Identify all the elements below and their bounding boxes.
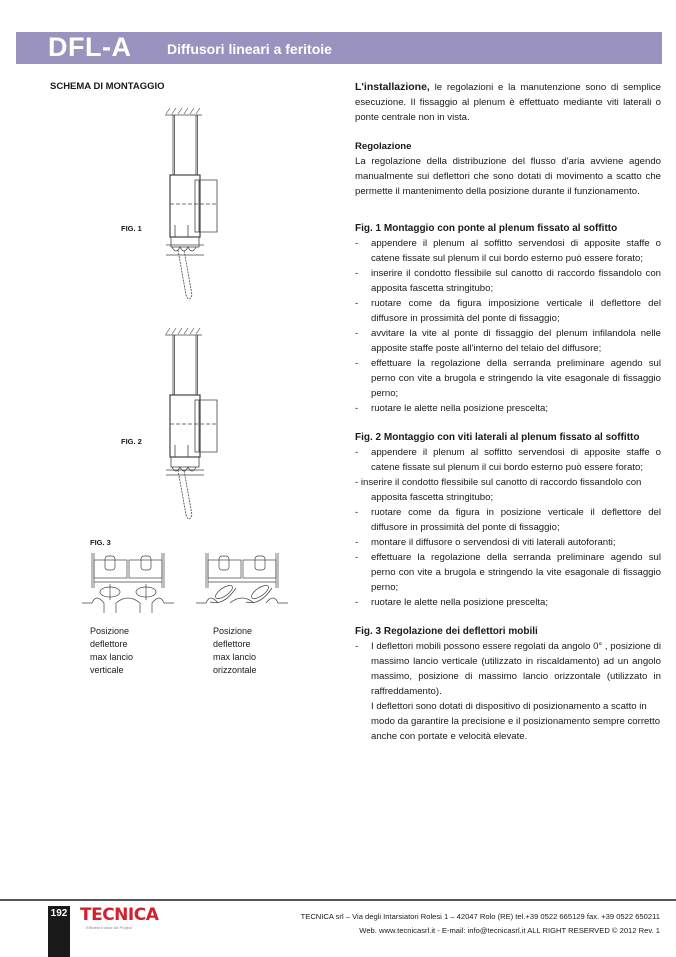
fig3-caption-vertical (90, 625, 133, 677)
caption-line: Posizione (213, 626, 253, 636)
list-item: - ruotare come da figura in posizione verticale il deflettore del diffusore in prossimità del ponte di fissaggio; (355, 507, 661, 533)
fig3-label: FIG. 3 (90, 538, 111, 547)
list-item: - montare il diffusore o servendosi di viti laterali autoforanti; (355, 537, 616, 548)
logo-tagline: Efficient Indoor Air Project (86, 925, 132, 930)
product-code: DFL-A (48, 32, 132, 62)
list-item: - inserire il condotto flessibile sul canotto di raccordo fissandolo con apposita fascetta stringitubo; (355, 477, 642, 503)
list-item: - inserire il condotto flessibile sul canotto di raccordo fissandolo con apposita fascetta stringitubo; (355, 268, 661, 294)
fig3-vertical-diagram (82, 548, 174, 613)
intro-paragraph (355, 80, 661, 125)
caption-line: verticale (90, 665, 124, 675)
list-item: - appendere il plenum al soffitto servendosi di apposite staffe o catene fissate sul plenum il cui bordo esterno può essere forato; (355, 447, 661, 473)
fig2-heading: Fig. 2 Montaggio con viti laterali al plenum fissato al soffitto (355, 432, 640, 443)
fig1-label: FIG. 1 (121, 224, 142, 233)
fig3-heading: Fig. 3 Regolazione dei deflettori mobili (355, 626, 538, 637)
right-column (355, 80, 661, 744)
fig3-caption-horizontal (213, 625, 257, 677)
fig3-steps (355, 639, 661, 744)
footer-contact (301, 910, 660, 938)
caption-line: deflettore (90, 639, 128, 649)
product-subtitle: Diffusori lineari a feritoie (167, 41, 332, 57)
caption-line: Posizione (90, 626, 130, 636)
fig1-diagram (150, 100, 240, 310)
footer-web: Web. www.tecnicasrl.it - E-mail: info@tecnicasrl.it ALL RIGHT RESERVED © 2012 Rev. 1 (359, 926, 660, 935)
section-title: SCHEMA DI MONTAGGIO (50, 81, 165, 92)
footer-address: TECNICA srl – Via degli Intarsiatori Rolesi 1 – 42047 Rolo (RE) tel.+39 0522 665129 fax. +39 0522 650211 (300, 912, 660, 921)
caption-line: max lancio (213, 652, 257, 662)
intro-text: le regolazioni e la manutenzione sono di semplice esecuzione. Il fissaggio al plenum è effettuato mediante viti laterali o ponte centrale non in vista. (355, 82, 661, 123)
tecnica-logo: TECNICA (80, 905, 159, 925)
list-item: - effettuare la regolazione della serranda preliminare agendo sul perno con vite a brugola e stringendo la vite esagonale di fissaggio perno; (355, 358, 661, 399)
footer-divider (0, 899, 676, 901)
list-item: - ruotare le alette nella posizione prescelta; (355, 597, 549, 608)
caption-line: orizzontale (213, 665, 257, 675)
fig2-steps (355, 445, 661, 610)
caption-line: max lancio (90, 652, 134, 662)
fig2-label: FIG. 2 (121, 437, 142, 446)
list-item: - I deflettori mobili possono essere regolati da angolo 0° , posizione di massimo lancio verticale (utilizzato in riscaldamento) ad un angolo massimo, posizione di massimo lancio orizzontale (utilizzato in raffreddamento). (355, 641, 661, 697)
regolazione-title: Regolazione (355, 141, 412, 152)
list-item: - effettuare la regolazione della serranda preliminare agendo sul perno con vite a brugola e stringendo la vite esagonale di fissaggio perno; (355, 552, 661, 593)
regolazione-text: La regolazione della distribuzione del flusso d'aria avviene agendo manualmente sui deflettori che sono dotati di movimento a scatto che permette il mantenimento della posizione durante il funzionamento. (355, 156, 661, 197)
page-number: 192 (50, 908, 68, 919)
fig3-horizontal-diagram (196, 548, 288, 613)
list-item: - ruotare come da figura imposizione verticale il deflettore del diffusore in prossimità del ponte di fissaggio; (355, 298, 661, 324)
caption-line: deflettore (213, 639, 251, 649)
fig2-diagram (150, 320, 240, 530)
intro-bold: L'installazione, (355, 81, 430, 93)
fig1-steps (355, 236, 661, 416)
list-item: - appendere il plenum al soffitto servendosi di apposite staffe o catene fissate sul plenum il cui bordo esterno può essere forato; (355, 238, 661, 264)
list-item-note: I deflettori sono dotati di dispositivo di posizionamento a scatto in modo da garantire la precisione e il posizionamento sempre corretto anche con portate e velocità elevate. (371, 701, 661, 742)
list-item: - ruotare le alette nella posizione prescelta; (355, 403, 549, 414)
fig1-heading: Fig. 1 Montaggio con ponte al plenum fissato al soffitto (355, 223, 618, 234)
list-item: - avvitare la vite al ponte di fissaggio del plenum infilandola nelle apposite staffe poste all'interno del telaio del diffusore; (355, 328, 661, 354)
